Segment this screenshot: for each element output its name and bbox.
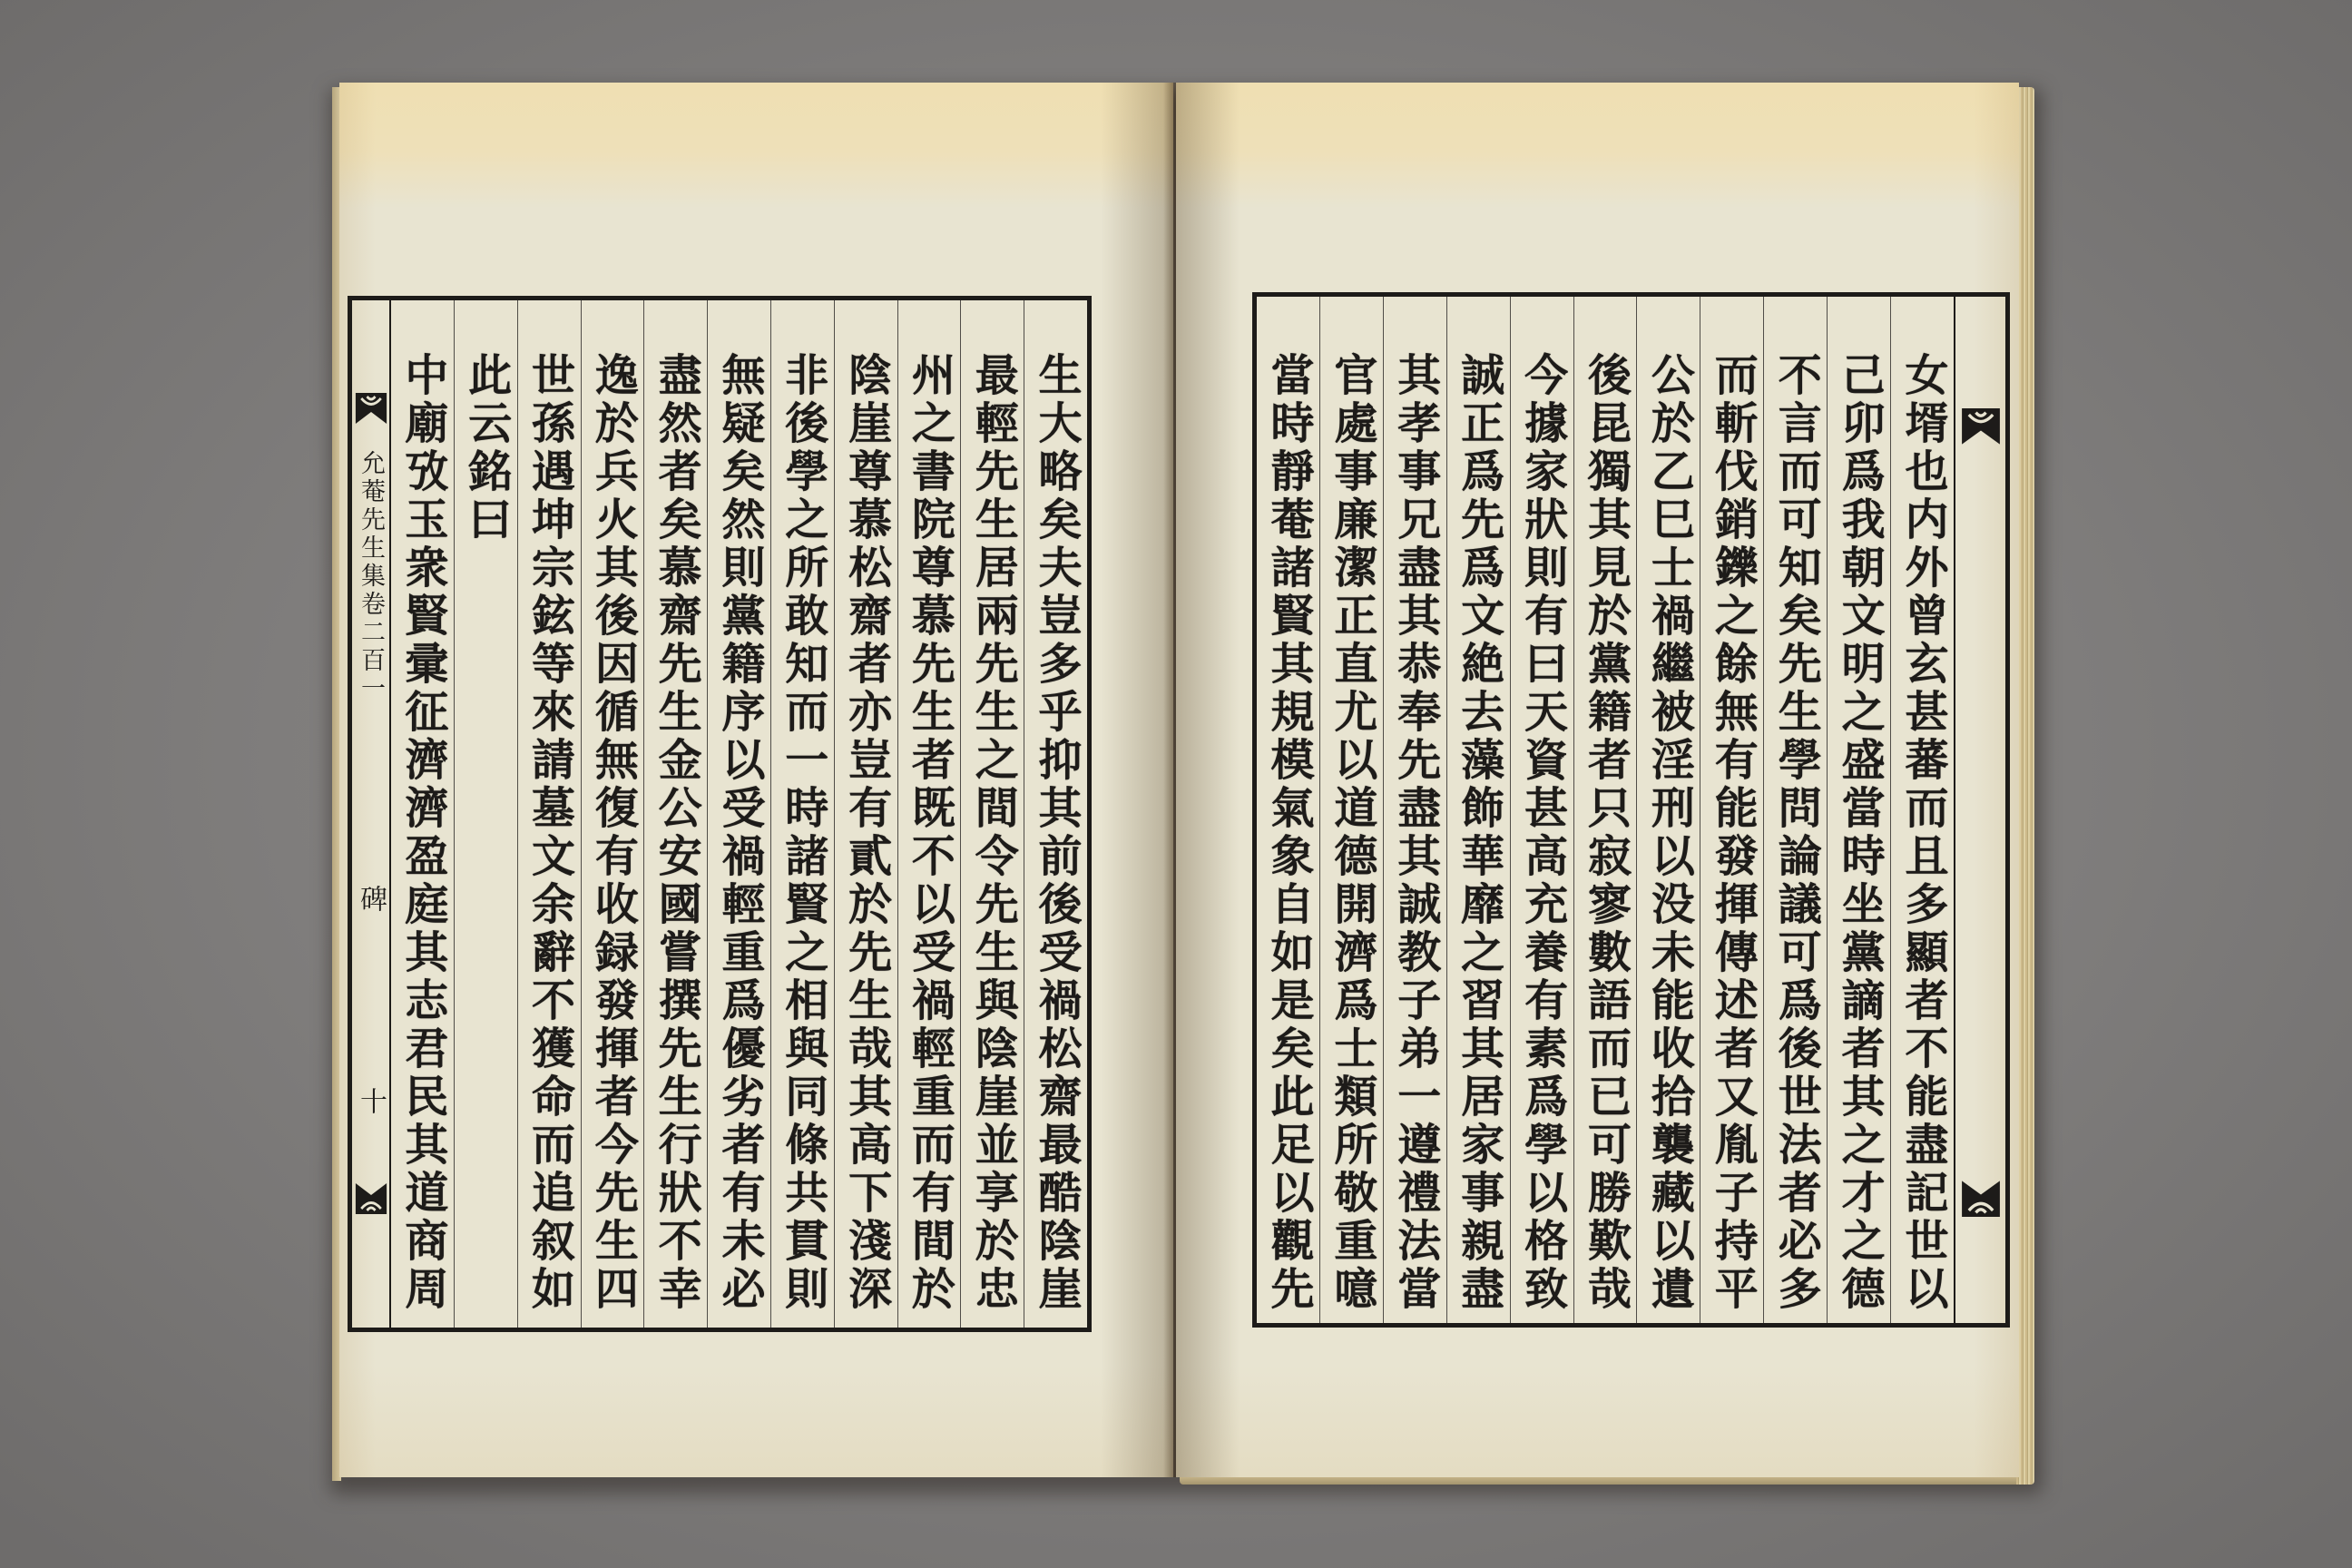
fishtail-top-icon <box>1961 408 2001 446</box>
section-label: 碑 <box>355 885 387 912</box>
text-column: 而斬伐銷鑠之餘無有能發揮傳述者又胤子持平 <box>1700 297 1764 1323</box>
text-column: 官處事廉潔正直尤以道德開濟爲士類所敬重噫 <box>1320 297 1384 1323</box>
left-text-block <box>391 300 1087 1328</box>
text-column: 逸於兵火其後因循無復有收録發揮者今先生四 <box>582 300 645 1328</box>
text-column: 此云銘曰 <box>455 300 518 1328</box>
text-column: 不言而可知矣先生學問論議可爲後世法者必多 <box>1764 297 1828 1323</box>
right-page <box>1176 83 2019 1477</box>
left-print-frame <box>348 296 1092 1332</box>
fishtail-bottom-icon <box>1961 1179 2001 1217</box>
fishtail-body <box>355 1183 386 1214</box>
text-column: 己卯爲我朝文明之盛當時坐黨謫者其之才之德 <box>1828 297 1891 1323</box>
text-column: 非後學之所敢知而一時諸賢之相與同條共貫則 <box>771 300 835 1328</box>
text-column: 誠正爲先爲文絶去藻飾華靡之習其居家事親盡 <box>1447 297 1511 1323</box>
text-column: 最輕先生居兩先生之間令先生與陰崖並享於忠 <box>961 300 1024 1328</box>
text-column: 公於乙巳士禍繼被淫刑以没未能收拾襲藏以遺 <box>1637 297 1700 1323</box>
left-page <box>339 83 1173 1477</box>
text-column: 當時靜菴諸賢其規模氣象自如是矣此足以觀先 <box>1257 297 1320 1323</box>
text-column: 盡然者矣慕齋先生金公安國嘗撰先生行狀不幸 <box>644 300 708 1328</box>
text-column: 陰崖尊慕松齋者亦豈有貳於先生哉其高下淺深 <box>835 300 898 1328</box>
text-column: 其孝事兄盡其恭奉先盡其誠教子弟一遵禮法當 <box>1384 297 1447 1323</box>
text-column: 女壻也内外曾玄甚蕃而且多顯者不能盡記世以 <box>1897 352 1948 1314</box>
fishtail-top-icon <box>355 393 387 426</box>
text-column: 生大略矣夫豈多乎抑其前後受禍松齋最酷陰崖 <box>1031 352 1082 1314</box>
right-page-margin-column <box>1954 297 2005 1323</box>
leaf-number: 十 <box>355 1087 387 1114</box>
book-title-label: 允菴先生集卷二百一 <box>357 450 385 703</box>
fishtail-body <box>355 393 386 424</box>
text-column: 州之書院尊慕先生者既不以受禍輕重而有間於 <box>898 300 962 1328</box>
fishtail-body <box>1962 1181 2000 1217</box>
text-column: 後昆獨其見於黨籍者只寂寥數語而已可勝歎哉 <box>1574 297 1638 1323</box>
left-page-margin-column <box>352 300 391 1328</box>
right-page-edges <box>2016 87 2034 1485</box>
text-column: 中廟攷玉衆賢彚征濟濟盈庭其志君民其道商周 <box>391 300 455 1328</box>
fishtail-bottom-icon <box>355 1181 387 1214</box>
text-column: 世孫遇坤宗鉉等來請墓文余辭不獲命而追叙如 <box>518 300 582 1328</box>
right-text-block <box>1257 297 1954 1323</box>
right-print-frame <box>1252 292 2010 1328</box>
text-column: 無疑矣然則黨籍序以受禍輕重爲優劣者有未必 <box>708 300 771 1328</box>
fishtail-body <box>1962 408 2000 445</box>
text-column: 今據家狀則有曰天資甚高充養有素爲學以格致 <box>1511 297 1574 1323</box>
